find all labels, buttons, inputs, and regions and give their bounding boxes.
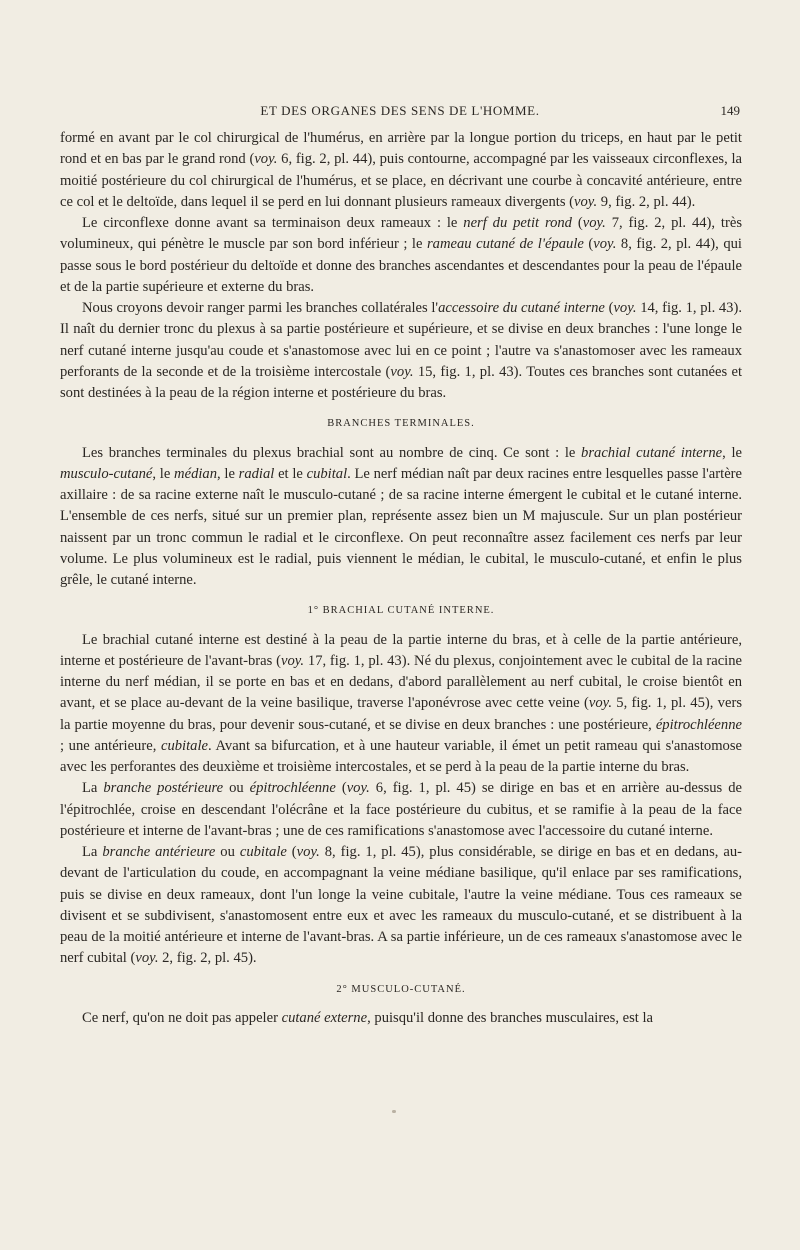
paragraph bbox=[60, 778, 742, 842]
text-run: ( bbox=[604, 300, 614, 316]
italic-run: nerf du petit rond bbox=[463, 215, 572, 231]
italic-run: voy. bbox=[390, 363, 414, 380]
text-run: 6, fig. 1, pl. 45) se dirige en bas et en arrière au-dessus de l'épitrochlée, croise en descendant l'olécrâne et la face postérieure du cubitus, et se ramifie à la peau de la face postérieure et interne de l'avant-bras ; une de ces ramifications s'anastomose avec l'accessoire du cutané interne. bbox=[60, 780, 742, 839]
text-run: , le bbox=[152, 465, 175, 482]
italic-run: rameau cutané de l'épaule bbox=[426, 236, 584, 253]
text-run: ( bbox=[286, 844, 297, 860]
text-run: ( bbox=[335, 780, 347, 797]
text-run: et le bbox=[274, 465, 307, 482]
text-run: 9, fig. 2, pl. 44). bbox=[597, 193, 696, 210]
italic-run: épitrochléenne bbox=[655, 716, 742, 733]
italic-run: voy. bbox=[588, 695, 612, 712]
italic-run: voy. bbox=[296, 844, 320, 860]
text-run: , le bbox=[217, 465, 239, 482]
text-run: La bbox=[82, 780, 104, 797]
running-header bbox=[60, 101, 740, 123]
text-run: ; une antérieure, bbox=[60, 737, 161, 754]
text-run: 17, fig. 1, pl. 43). Né du plexus, conjointement avec le cubital de la racine interne du nerf médian, il se porte en bas et en dedans, d'abord parallèlement au nerf cubital, le croise bientôt en avant, et se place au-devant de la veine basilique, traverse l'aponévrose avec cette veine ( bbox=[60, 652, 743, 712]
text-run: 8, fig. 1, pl. 45), plus considérable, se dirige en bas et en dedans, au-devant de l'articulation du coude, en accompagnant la veine médiane basilique, qu'il enlace par ses ramifications, puis se divise en deux rameaux, dont l'un longe la veine cubitale, l'autre la veine médiane. Tous ces rameaux se divisent et se subdivisent, s'anastomosent entre eux et avec les rameaux du musculo-cutané, et se distribuent à la peau de la moitié antérieure et interne de l'avant-bras. A sa partie inférieure, un de ces rameaux s'anastomose avec le nerf cubital ( bbox=[60, 844, 743, 967]
italic-run: accessoire du cutané interne bbox=[438, 300, 605, 316]
paragraph bbox=[60, 213, 742, 298]
paragraph bbox=[60, 298, 742, 404]
italic-run: voy. bbox=[613, 300, 637, 316]
text-run: 14, fig. 1, pl. 43). Il naît du dernier tronc du plexus à sa partie postérieure et supérieure, et se divise en deux branches : l'une longe le nerf cutané interne jusqu'au coude et s'anastomose avec lui en ce point ; l'autre va s'anastomoser avec les rameaux perforants de la seconde et de la troisième intercostale ( bbox=[60, 300, 742, 380]
text-run: 2, fig. 2, pl. 45). bbox=[158, 950, 257, 967]
section-heading: 2° MUSCULO-CUTANÉ. bbox=[336, 983, 466, 995]
italic-run: radial bbox=[238, 465, 275, 482]
italic-run: épitrochléenne bbox=[249, 780, 336, 797]
italic-run: branche antérieure bbox=[102, 844, 216, 860]
section-heading: 1° BRACHIAL CUTANÉ INTERNE. bbox=[307, 605, 495, 617]
running-title: ET DES ORGANES DES SENS DE L'HOMME. bbox=[260, 103, 540, 118]
paragraph bbox=[60, 1008, 742, 1029]
text-run: Ce nerf, qu'on ne doit pas appeler bbox=[82, 1009, 282, 1026]
text-run: Les branches terminales du plexus brachial sont au nombre de cinq. Ce sont : le bbox=[82, 444, 582, 461]
paragraph bbox=[60, 443, 742, 592]
section-heading: BRANCHES TERMINALES. bbox=[327, 418, 475, 430]
text-run: La bbox=[82, 844, 103, 860]
italic-run: brachial cutané interne bbox=[581, 444, 723, 461]
text-run: ( bbox=[583, 236, 594, 253]
ink-speck bbox=[392, 1110, 396, 1113]
italic-run: voy. bbox=[346, 780, 370, 797]
text-run: . Avant sa bifurcation, et à une hauteur variable, il émet un petit rameau qui s'anastomose avec les perforantes des deuxième et troisième intercostales, et se perd à la peau de la partie interne du bras. bbox=[60, 737, 742, 775]
italic-run: branche postérieure bbox=[103, 780, 224, 797]
italic-run: voy. bbox=[574, 193, 598, 210]
italic-run: voy. bbox=[593, 236, 617, 253]
text-run: , le bbox=[722, 444, 742, 461]
text-run: 5, fig. 1, pl. 45), vers la partie moyenne du bras, pour devenir sous-cutané, et se divise en deux branches : une postérieure, bbox=[60, 695, 742, 733]
continued-paragraph bbox=[60, 128, 742, 213]
italic-run: voy. bbox=[135, 950, 159, 967]
italic-run: musculo-cutané bbox=[60, 465, 153, 482]
text-run: 8, fig. 2, pl. 44), qui passe sous le bord postérieur du deltoïde et donne des branches ascendantes et descendantes pour la peau de l'épaule et de la partie supérieure et externe du bras. bbox=[60, 236, 742, 295]
italic-run: voy. bbox=[254, 151, 278, 168]
text-run: 15, fig. 1, pl. 43). Toutes ces branches sont cutanées et sont destinées à la peau de la région interne et postérieure du bras. bbox=[60, 363, 742, 401]
italic-run: voy. bbox=[582, 215, 606, 231]
italic-run: médian bbox=[174, 465, 218, 482]
body-text bbox=[60, 128, 742, 1029]
page-number: 149 bbox=[720, 103, 740, 118]
text-run: Nous croyons devoir ranger parmi les branches collatérales l' bbox=[82, 300, 439, 316]
text-run: ou bbox=[215, 844, 240, 860]
text-run: formé en avant par le col chirurgical de l'humérus, en arrière par la longue portion du triceps, en haut par le petit rond et en bas par le grand rond ( bbox=[60, 130, 742, 168]
italic-run: cutané externe bbox=[281, 1009, 368, 1026]
text-run: 6, fig. 2, pl. 44), puis contourne, accompagné par les vaisseaux circonflexes, la moitié postérieure du col chirurgical de l'humérus, et se place, en décrivant une courbe à concavité antérieure, entre ce col et le deltoïde, dans lequel il se perd en lui donnant plusieurs rameaux divergents ( bbox=[60, 151, 743, 210]
italic-run: cubitale bbox=[239, 844, 287, 860]
paragraph bbox=[60, 630, 742, 779]
text-run: . Le nerf médian naît par deux racines entre lesquelles passe l'artère axillaire : de sa racine externe naît le musculo-cutané ; de sa racine interne émergent le cubital et le cutané interne. L'ensemble de ces nerfs, situé sur un premier plan, représente assez bien un M majuscule. Sur un plan postérieur naissent par un tronc commun le radial et le circonflexe. On peut reconnaître assez facilement ces nerfs par leur volume. Le plus volumineux est le radial, puis viennent le médian, le cubital, le musculo-cutané, et enfin le plus grêle, le cutané interne. bbox=[60, 465, 743, 588]
italic-run: voy. bbox=[280, 652, 305, 669]
italic-run: cubitale bbox=[160, 737, 208, 754]
text-run: ou bbox=[223, 780, 250, 797]
text-run: Le brachial cutané interne est destiné à la peau de la partie interne du bras, et à celle de la partie antérieure, interne et postérieure de l'avant-bras ( bbox=[60, 631, 742, 669]
text-run: , puisqu'il donne des branches musculaires, est la bbox=[367, 1009, 654, 1026]
paragraph bbox=[60, 842, 742, 970]
text-run: Le circonflexe donne avant sa terminaison deux rameaux : le bbox=[82, 215, 464, 231]
text-run: ( bbox=[571, 215, 583, 231]
italic-run: cubital bbox=[306, 465, 348, 482]
text-run: 7, fig. 2, pl. 44), très volumineux, qui pénètre le muscle par son bord inférieur ; le bbox=[60, 215, 742, 253]
